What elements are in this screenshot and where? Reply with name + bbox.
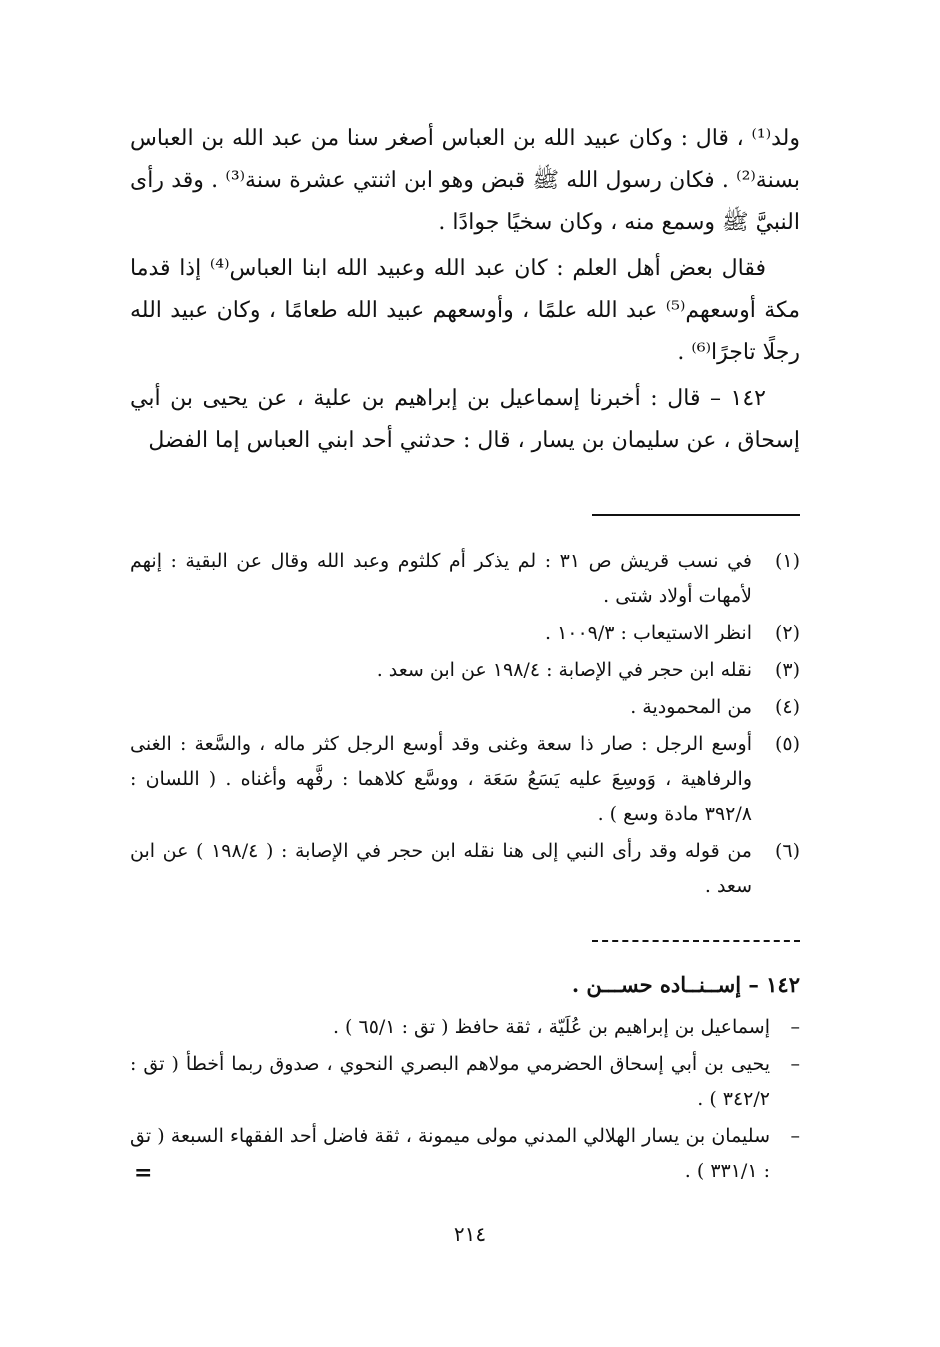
footnote-number: (٦) (774, 840, 800, 862)
footnote-text: في نسب قريش ص ٣١ : لم يذكر أم كلثوم وعبد الله وقال عن البقية : إنهم لأمهات أولاد شتى . (130, 550, 752, 607)
footnote-text: من قوله وقد رأى النبي إلى هنا نقله ابن حجر في الإصابة : ( ١٩٨/٤ ) عن ابن سعد . (130, 840, 752, 897)
footnote-text: انظر الاستيعاب : ١٠٠٩/٣ . (544, 622, 752, 644)
grading-heading: ١٤٢ – إســنــاده حســـن . (571, 972, 800, 997)
footnote-text: من المحمودية . (630, 696, 752, 718)
footnote-5 (130, 727, 800, 832)
main-paragraph-2: فقال بعض أهل العلم : كان عبد الله وعبيد الله ابنا العباس⁽⁴⁾ إذا قدما مكة أوسعهم⁽⁵⁾ عبد الله علمًا ، وأوسعهم عبيد الله طعامًا ، وكان عبيد الله رجلًا تاجرًا⁽⁶⁾ . (130, 256, 800, 365)
footnote-number: (٥) (774, 733, 800, 755)
narrator-1 (130, 1010, 800, 1045)
narrator-2 (130, 1047, 800, 1117)
footnotes (130, 544, 800, 906)
footnote-text: نقله ابن حجر في الإصابة : ١٩٨/٤ عن ابن سعد . (376, 659, 752, 681)
footnote-3 (130, 653, 800, 688)
footnote-separator (592, 514, 800, 516)
narrator-3 (130, 1119, 800, 1189)
footnote-number: (٤) (774, 696, 800, 718)
footnote-1 (130, 544, 800, 614)
narrator-dash: – (790, 1016, 800, 1038)
footnote-2 (130, 616, 800, 651)
narrator-text: سليمان بن يسار الهلالي المدني مولى ميمونة ، ثقة فاضل أحد الفقهاء السبعة ( تق : ٣٣١/١ ) . (130, 1125, 770, 1182)
narrator-dash: – (790, 1125, 800, 1147)
footnote-number: (٣) (774, 659, 800, 681)
narrator-dash: – (790, 1053, 800, 1075)
footnote-6 (130, 834, 800, 904)
page-number: ٢١٤ (453, 1222, 487, 1246)
footnote-number: (١) (774, 550, 800, 572)
narrator-text: يحيى بن أبي إسحاق الحضرمي مولاهم البصري النحوي ، صدوق ربما أخطأ ( تق : ٣٤٢/٢ ) . (130, 1053, 770, 1110)
main-text (130, 118, 800, 466)
main-paragraph-1: ولد⁽¹⁾ ، قال : وكان عبيد الله بن العباس أصغر سنا من عبد الله بن العباس بسنة⁽²⁾ . فكان رسول الله ﷺ قبض وهو ابن اثنتي عشرة سنة⁽³⁾ . وقد رأى النبيَّ ﷺ وسمع منه ، وكان سخيًا جوادًا . (130, 126, 800, 235)
isnad-grading (130, 966, 800, 1191)
footnote-text: أوسع الرجل : صار ذا سعة وغنى وقد أوسع الرجل كثر ماله ، والسَّعة : الغنى والرفاهية ، وَوسِعَ عليه يَسَعُ سَعَة ، ووسَّع كلاهما : رفَّهه وأغناه . ( اللسان : ٣٩٢/٨ مادة وسع ) . (130, 733, 752, 825)
footnote-number: (٢) (774, 622, 800, 644)
footnote-4 (130, 690, 800, 725)
continuation-mark: = (134, 1160, 153, 1186)
narrator-text: إسماعيل بن إبراهيم بن عُلَيّة ، ثقة حافظ ( تق : ٦٥/١ ) . (332, 1016, 770, 1038)
main-paragraph-3: ١٤٢ – قال : أخبرنا إسماعيل بن إبراهيم بن علية ، عن يحيى بن أبي إسحاق ، عن سليمان بن يسار ، قال : حدثني أحد ابني العباس إما الفضل (130, 386, 800, 453)
grading-separator (592, 940, 800, 942)
